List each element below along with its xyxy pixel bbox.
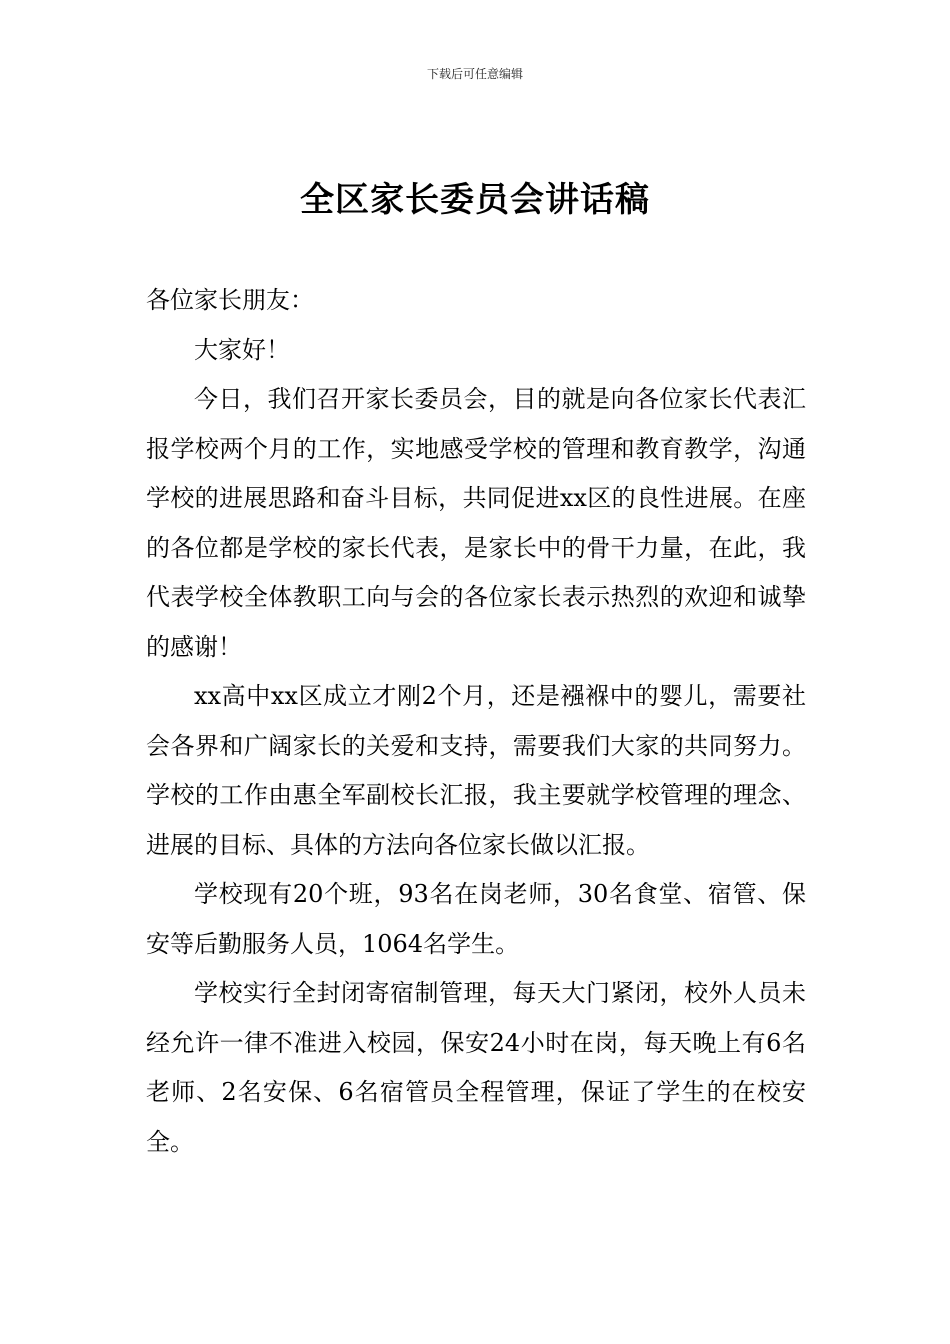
paragraph-greeting: 大家好！ [194,335,290,364]
paragraph-management: 学校实行全封闭寄宿制管理，每天大门紧闭，校外人员未经允许一律不准进入校园，保安24小时在岗，每天晚上有6名老师、2名安保、6名宿管员全程管理，保证了学生的在校安全。 [146,979,806,1156]
document-title: 全区家长委员会讲话稿 [300,180,650,220]
paragraph-intro: 今日，我们召开家长委员会，目的就是向各位家长代表汇报学校两个月的工作，实地感受学校的管理和教育教学，沟通学校的进展思路和奋斗目标，共同促进xx区的良性进展。在座的各位都是学校的家长代表，是家长中的骨干力量，在此，我代表学校全体教职工向与会的各位家长表示热烈的欢迎和诚挚的感谢！ [146,385,806,661]
salutation: 各位家长朋友： [146,286,314,314]
paragraph-school-stats: 学校现有20个班，93名在岗老师，30名食堂、宿管、保安等后勤服务人员，1064名学生。 [146,880,806,958]
document-body [146,276,806,1167]
page-header-note: 下载后可任意编辑 [426,67,523,81]
paragraph-school-background: xx高中xx区成立才刚2个月，还是襁褓中的婴儿，需要社会各界和广阔家长的关爱和支持，需要我们大家的共同努力。学校的工作由惠全军副校长汇报，我主要就学校管理的理念、进展的目标、具体的方法向各位家长做以汇报。 [146,682,806,859]
